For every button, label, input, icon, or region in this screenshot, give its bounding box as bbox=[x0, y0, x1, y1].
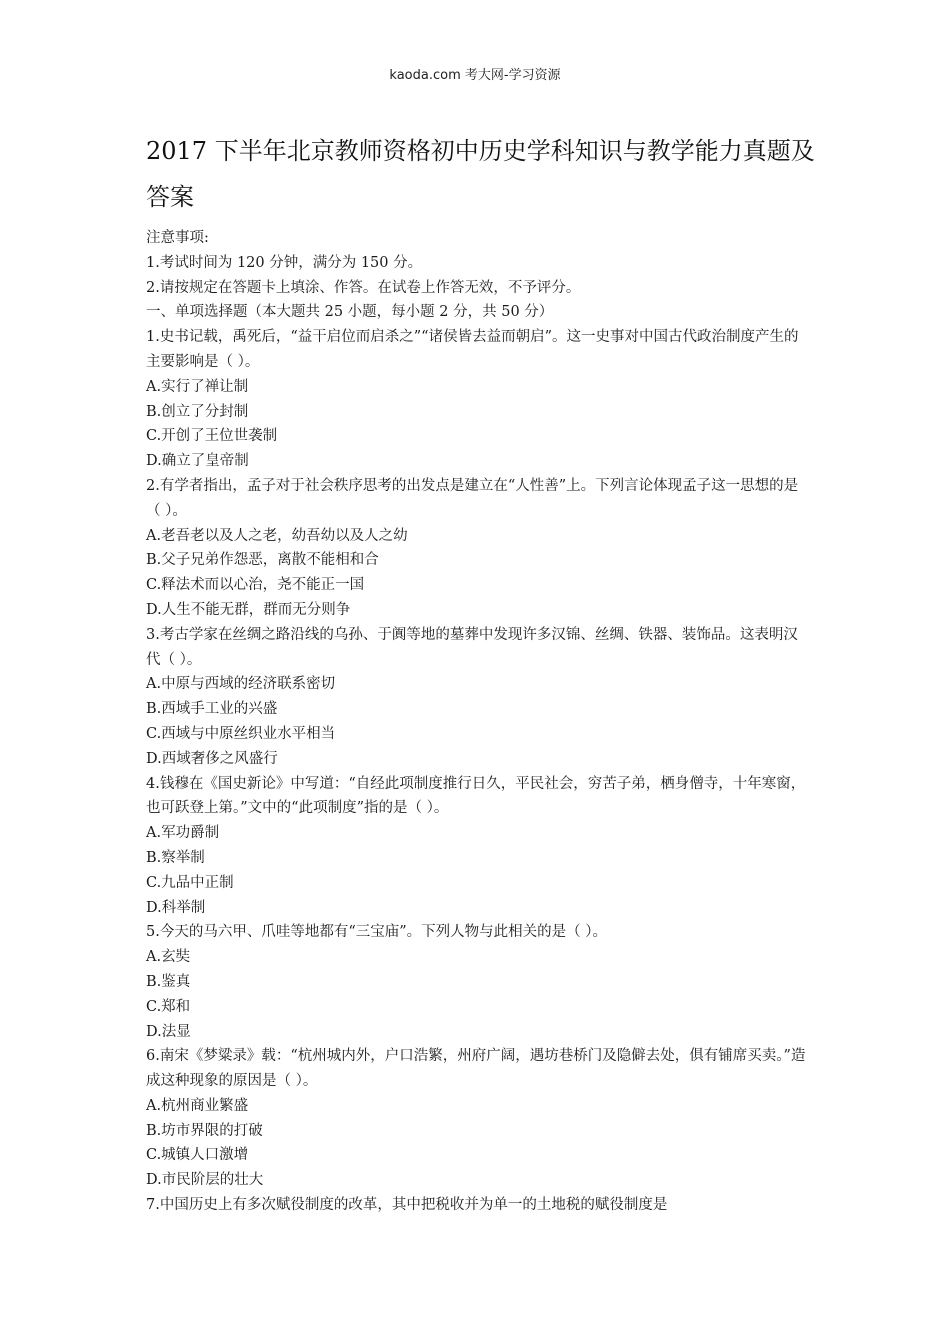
option: D.市民阶层的壮大 bbox=[146, 1172, 264, 1189]
option: A.实行了禅让制 bbox=[146, 378, 249, 395]
option: C.九品中正制 bbox=[146, 874, 234, 891]
question-stem: 6.南宋《梦粱录》载：“杭州城内外，户口浩繁，州府广阔，遇坊巷桥门及隐僻去处，俱有铺席买卖。”造成这种现象的原因是（ ）。 bbox=[146, 1048, 806, 1090]
option: B.创立了分封制 bbox=[146, 403, 249, 420]
question-1 bbox=[146, 325, 806, 474]
question-stem: 4.钱穆在《国史新论》中写道：“自经此项制度推行日久，平民社会，穷苦子弟，栖身僧寺，十年寒窗，也可跃登上第。”文中的“此项制度”指的是（ ）。 bbox=[146, 775, 806, 817]
option: D.西域奢侈之风盛行 bbox=[146, 750, 278, 767]
question-5 bbox=[146, 920, 806, 1044]
notice-item: 2.请按规定在答题卡上填涂、作答。在试卷上作答无效，不予评分。 bbox=[146, 279, 581, 296]
question-stem: 3.考古学家在丝绸之路沿线的乌孙、于阗等地的墓葬中发现许多汉锦、丝绸、铁器、装饰品。这表明汉代（ ）。 bbox=[146, 626, 798, 668]
option: C.开创了王位世袭制 bbox=[146, 428, 278, 445]
question-7 bbox=[146, 1193, 806, 1218]
option: B.察举制 bbox=[146, 849, 205, 866]
question-stem: 7.中国历史上有多次赋役制度的改革，其中把税收并为单一的土地税的赋役制度是 bbox=[146, 1197, 668, 1214]
option: A.杭州商业繁盛 bbox=[146, 1097, 249, 1114]
option: C.城镇人口激增 bbox=[146, 1147, 249, 1164]
page-title: 2017 下半年北京教师资格初中历史学科知识与教学能力真题及答案 bbox=[146, 137, 815, 211]
option: A.中原与西域的经济联系密切 bbox=[146, 676, 336, 693]
question-stem: 2.有学者指出，孟子对于社会秩序思考的出发点是建立在“人性善”上。下列言论体现孟子这一思想的是（ ）。 bbox=[146, 477, 799, 519]
option: C.释法术而以心治，尧不能正一国 bbox=[146, 577, 365, 594]
notice-item: 1.考试时间为 120 分钟，满分为 150 分。 bbox=[146, 254, 423, 271]
option: D.法显 bbox=[146, 1023, 191, 1040]
question-stem: 5.今天的马六甲、爪哇等地都有“三宝庙”。下列人物与此相关的是（ ）。 bbox=[146, 924, 608, 941]
option: B.鉴真 bbox=[146, 973, 191, 990]
document-body bbox=[146, 226, 806, 1218]
option: A.军功爵制 bbox=[146, 825, 220, 842]
notice-heading: 注意事项: bbox=[146, 230, 209, 246]
question-6 bbox=[146, 1044, 806, 1193]
option: C.郑和 bbox=[146, 998, 191, 1015]
section-heading: 一、单项选择题（本大题共 25 小题，每小题 2 分，共 50 分） bbox=[146, 304, 554, 321]
question-4 bbox=[146, 772, 806, 921]
option: A.老吾老以及人之老，幼吾幼以及人之幼 bbox=[146, 527, 408, 544]
option: B.西域手工业的兴盛 bbox=[146, 701, 278, 718]
option: A.玄奘 bbox=[146, 949, 191, 966]
question-stem: 1.史书记载，禹死后，“益干启位而启杀之”“诸侯皆去益而朝启”。这一史事对中国古代政治制度产生的主要影响是（ ）。 bbox=[146, 329, 799, 370]
option: B.坊市界限的打破 bbox=[146, 1122, 263, 1139]
page-header: kaoda.com 考大网-学习资源 bbox=[389, 68, 561, 83]
question-3 bbox=[146, 623, 806, 772]
question-2 bbox=[146, 474, 806, 623]
option: D.科举制 bbox=[146, 899, 206, 916]
option: B.父子兄弟作怨恶，离散不能相和合 bbox=[146, 552, 379, 569]
option: C.西域与中原丝织业水平相当 bbox=[146, 725, 336, 742]
option: D.确立了皇帝制 bbox=[146, 453, 249, 470]
option: D.人生不能无群，群而无分则争 bbox=[146, 601, 351, 618]
